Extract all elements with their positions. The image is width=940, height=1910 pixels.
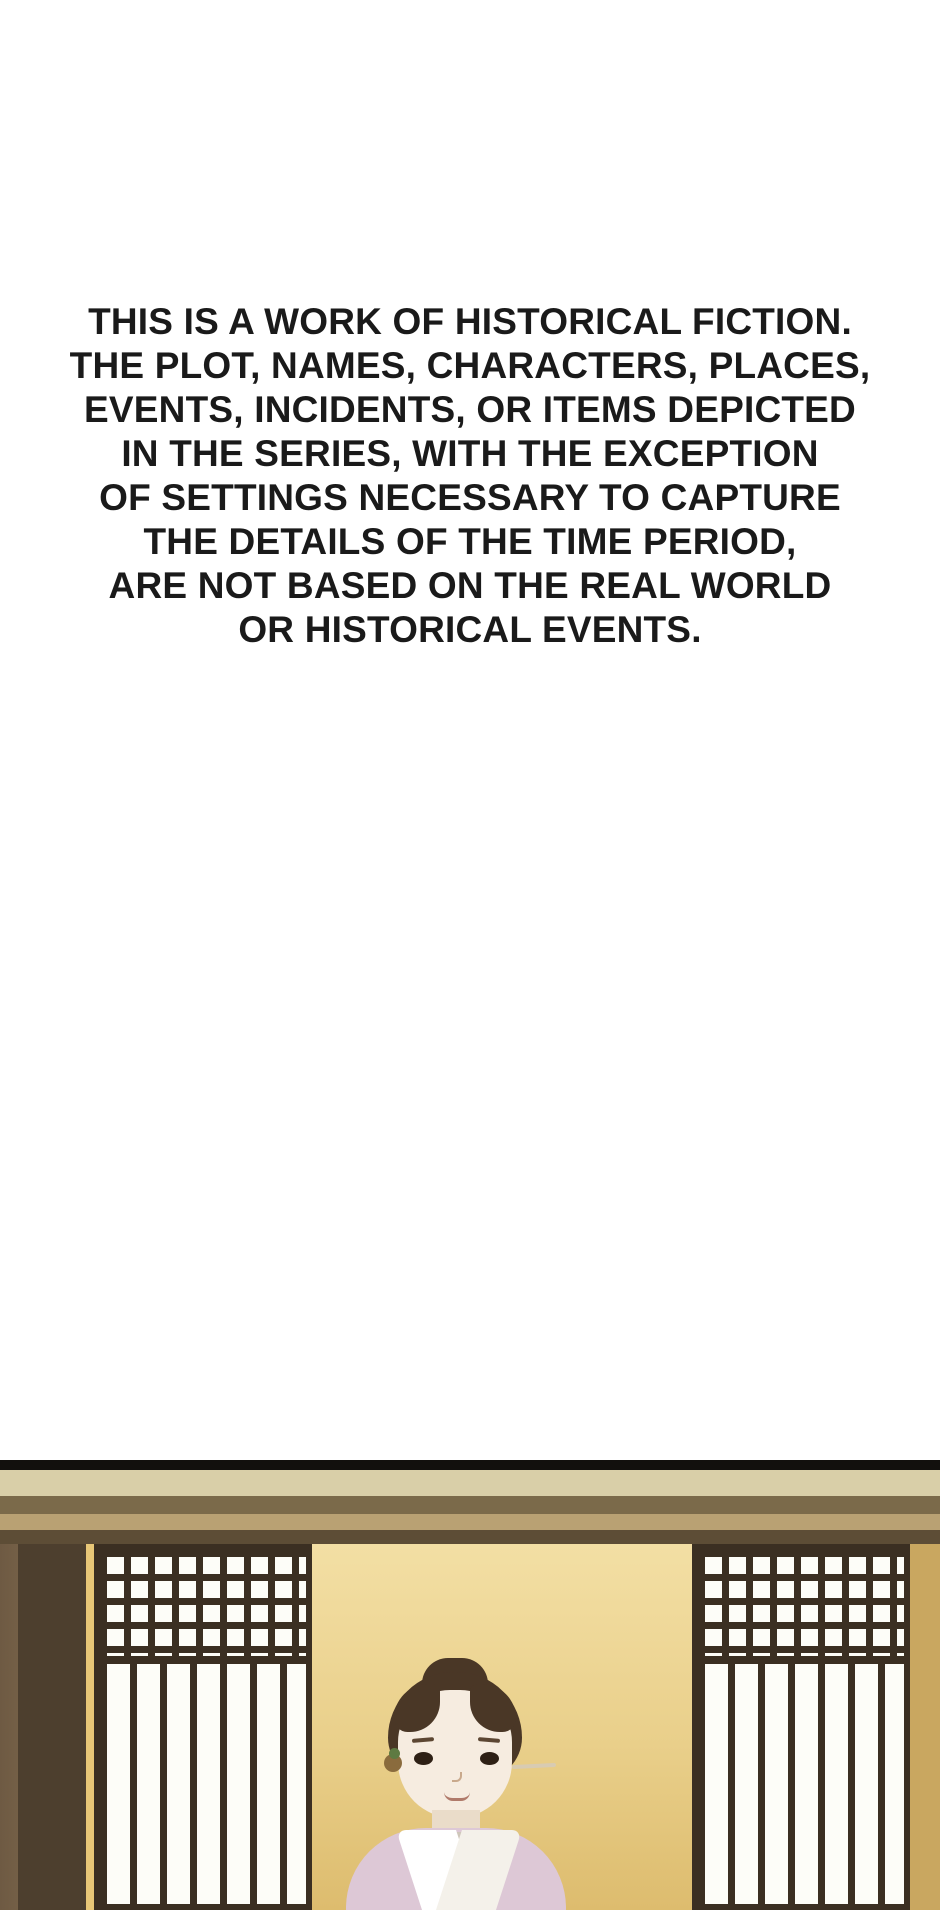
eye-right [480,1752,499,1765]
disclaimer-line: ARE NOT BASED ON THE REAL WORLD [108,565,832,606]
ceiling-beam-light [0,1470,940,1496]
disclaimer-line: THE PLOT, NAMES, CHARACTERS, PLACES, [69,345,871,386]
panel-top-border [0,1460,940,1470]
eye-left [414,1752,433,1765]
right-wall [910,1544,940,1910]
comic-panel [0,1460,940,1910]
left-wall-shadow [18,1544,86,1910]
ceiling-beam-shadow [0,1530,940,1544]
door-lattice-slats [100,1660,306,1904]
disclaimer-line: IN THE SERIES, WITH THE EXCEPTION [121,433,819,474]
disclaimer-line: THIS IS A WORK OF HISTORICAL FICTION. [88,301,852,342]
door-lattice-slats [698,1660,904,1904]
earring-bead [389,1748,400,1759]
sliding-door-left [94,1544,312,1910]
historical-fiction-disclaimer [0,300,940,652]
door-lattice-grid [100,1550,306,1660]
disclaimer-line: OF SETTINGS NECESSARY TO CAPTURE [99,477,841,518]
disclaimer-line: THE DETAILS OF THE TIME PERIOD, [143,521,797,562]
ceiling-beam-dark [0,1496,940,1514]
sliding-door-right [692,1544,910,1910]
disclaimer-line: OR HISTORICAL EVENTS. [238,609,702,650]
character-woman [336,1660,576,1910]
disclaimer-line: EVENTS, INCIDENTS, OR ITEMS DEPICTED [84,389,856,430]
door-lattice-grid [698,1550,904,1660]
hair-pin [512,1763,556,1769]
ceiling-beam-mid [0,1514,940,1530]
